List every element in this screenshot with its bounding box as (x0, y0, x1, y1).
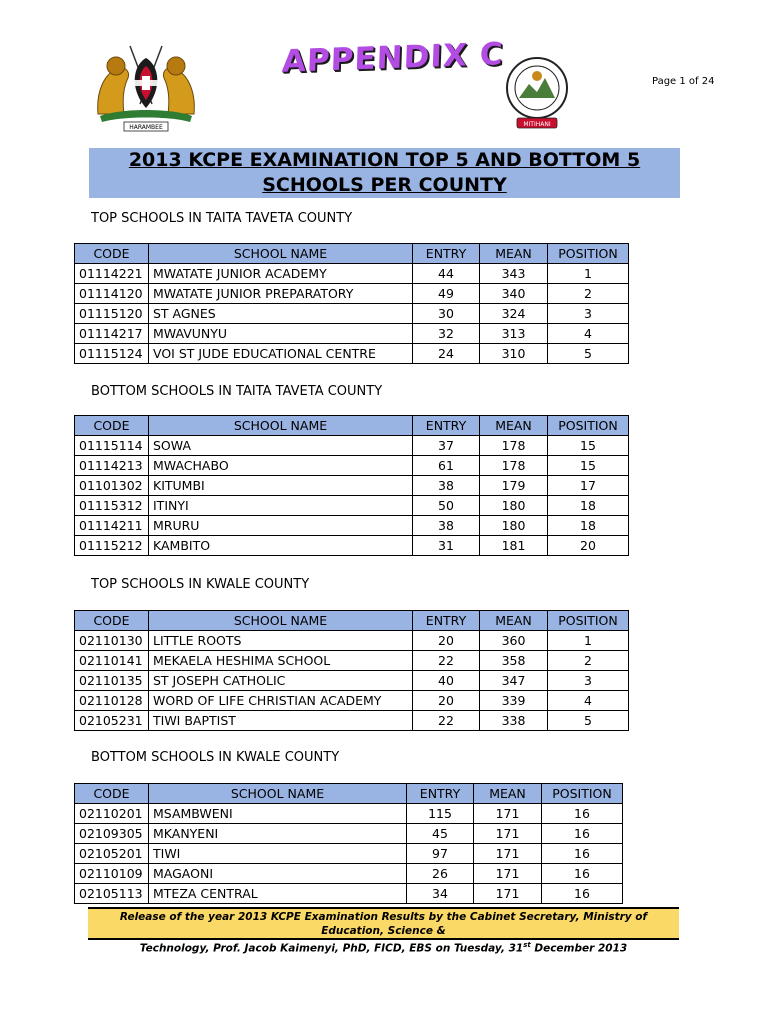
table-row (75, 824, 623, 844)
mean-cell: 313 (480, 324, 548, 344)
results-table (74, 415, 629, 556)
column-header: ENTRY (413, 244, 480, 264)
table-header-row (75, 416, 629, 436)
entry-cell: 22 (413, 651, 480, 671)
table-row (75, 344, 629, 364)
school-code-cell: 02105113 (75, 884, 149, 904)
school-name-cell: KITUMBI (149, 476, 413, 496)
entry-cell: 26 (407, 864, 474, 884)
table-row (75, 864, 623, 884)
table-row (75, 476, 629, 496)
table-row (75, 804, 623, 824)
entry-cell: 32 (413, 324, 480, 344)
column-header: CODE (75, 416, 149, 436)
position-cell: 1 (548, 631, 629, 651)
table-header-row (75, 784, 623, 804)
entry-cell: 45 (407, 824, 474, 844)
school-name-cell: TIWI (149, 844, 407, 864)
entry-cell: 30 (413, 304, 480, 324)
column-header: MEAN (474, 784, 542, 804)
school-name-cell: MAGAONI (149, 864, 407, 884)
position-cell: 3 (548, 304, 629, 324)
position-cell: 15 (548, 456, 629, 476)
mean-cell: 179 (480, 476, 548, 496)
appendix-label: APPENDIX C (281, 36, 505, 80)
school-code-cell: 01115124 (75, 344, 149, 364)
column-header: POSITION (548, 244, 629, 264)
mean-cell: 339 (480, 691, 548, 711)
position-cell: 17 (548, 476, 629, 496)
entry-cell: 22 (413, 711, 480, 731)
position-cell: 2 (548, 651, 629, 671)
school-code-cell: 01114213 (75, 456, 149, 476)
section-heading: BOTTOM SCHOOLS IN KWALE COUNTY (91, 750, 340, 765)
title-band (89, 148, 680, 198)
column-header: MEAN (480, 611, 548, 631)
school-name-cell: MWATATE JUNIOR PREPARATORY (149, 284, 413, 304)
position-cell: 4 (548, 324, 629, 344)
mean-cell: 338 (480, 711, 548, 731)
school-name-cell: SOWA (149, 436, 413, 456)
entry-cell: 31 (413, 536, 480, 556)
entry-cell: 61 (413, 456, 480, 476)
position-cell: 20 (548, 536, 629, 556)
entry-cell: 20 (413, 691, 480, 711)
school-code-cell: 02110135 (75, 671, 149, 691)
school-name-cell: MKANYENI (149, 824, 407, 844)
table-row (75, 264, 629, 284)
position-cell: 16 (542, 844, 623, 864)
position-cell: 16 (542, 864, 623, 884)
mean-cell: 347 (480, 671, 548, 691)
entry-cell: 49 (413, 284, 480, 304)
school-code-cell: 02109305 (75, 824, 149, 844)
column-header: SCHOOL NAME (149, 611, 413, 631)
column-header: MEAN (480, 416, 548, 436)
column-header: SCHOOL NAME (149, 416, 413, 436)
mean-cell: 181 (480, 536, 548, 556)
position-cell: 16 (542, 804, 623, 824)
table-row (75, 631, 629, 651)
position-cell: 5 (548, 711, 629, 731)
column-header: POSITION (548, 416, 629, 436)
school-name-cell: MRURU (149, 516, 413, 536)
school-code-cell: 01101302 (75, 476, 149, 496)
mean-cell: 343 (480, 264, 548, 284)
results-table (74, 610, 629, 731)
position-cell: 16 (542, 884, 623, 904)
school-code-cell: 01115120 (75, 304, 149, 324)
table-row (75, 844, 623, 864)
entry-cell: 40 (413, 671, 480, 691)
mean-cell: 178 (480, 456, 548, 476)
kenya-coat-of-arms-emblem (90, 42, 202, 132)
school-name-cell: ST JOSEPH CATHOLIC (149, 671, 413, 691)
column-header: MEAN (480, 244, 548, 264)
section-heading: TOP SCHOOLS IN KWALE COUNTY (91, 577, 310, 592)
table-row (75, 536, 629, 556)
release-footer (88, 907, 679, 955)
page-number: Page 1 of 24 (652, 76, 715, 87)
school-name-cell: MWATATE JUNIOR ACADEMY (149, 264, 413, 284)
school-code-cell: 02105231 (75, 711, 149, 731)
position-cell: 18 (548, 516, 629, 536)
mean-cell: 358 (480, 651, 548, 671)
school-code-cell: 01114221 (75, 264, 149, 284)
entry-cell: 20 (413, 631, 480, 651)
table-row (75, 436, 629, 456)
table-row (75, 884, 623, 904)
position-cell: 15 (548, 436, 629, 456)
entry-cell: 37 (413, 436, 480, 456)
table-row (75, 651, 629, 671)
entry-cell: 34 (407, 884, 474, 904)
school-code-cell: 01115114 (75, 436, 149, 456)
position-cell: 2 (548, 284, 629, 304)
school-name-cell: MWACHABO (149, 456, 413, 476)
page-title-line-2: SCHOOLS PER COUNTY (262, 174, 507, 196)
footer-superscript: st (523, 941, 531, 949)
table-row (75, 324, 629, 344)
column-header: CODE (75, 611, 149, 631)
footer-line-2-date: December 2013 (530, 942, 628, 955)
footer-line-2-text: Technology, Prof. Jacob Kaimenyi, PhD, FICD, EBS on Tuesday, 31 (139, 942, 524, 955)
table-row (75, 711, 629, 731)
position-cell: 5 (548, 344, 629, 364)
column-header: ENTRY (407, 784, 474, 804)
table-row (75, 691, 629, 711)
entry-cell: 115 (407, 804, 474, 824)
results-table (74, 243, 629, 364)
school-name-cell: ST AGNES (149, 304, 413, 324)
school-name-cell: MSAMBWENI (149, 804, 407, 824)
school-code-cell: 02110128 (75, 691, 149, 711)
column-header: CODE (75, 784, 149, 804)
school-code-cell: 02110109 (75, 864, 149, 884)
school-code-cell: 02110130 (75, 631, 149, 651)
column-header: SCHOOL NAME (149, 244, 413, 264)
table-row (75, 456, 629, 476)
entry-cell: 38 (413, 516, 480, 536)
mean-cell: 171 (474, 864, 542, 884)
mean-cell: 340 (480, 284, 548, 304)
entry-cell: 50 (413, 496, 480, 516)
position-cell: 18 (548, 496, 629, 516)
school-name-cell: TIWI BAPTIST (149, 711, 413, 731)
entry-cell: 97 (407, 844, 474, 864)
school-name-cell: VOI ST JUDE EDUCATIONAL CENTRE (149, 344, 413, 364)
column-header: ENTRY (413, 611, 480, 631)
school-code-cell: 02110141 (75, 651, 149, 671)
school-code-cell: 01115212 (75, 536, 149, 556)
entry-cell: 38 (413, 476, 480, 496)
table-row (75, 496, 629, 516)
coat-motto: HARAMBEE (129, 124, 163, 131)
school-code-cell: 01115312 (75, 496, 149, 516)
school-name-cell: MTEZA CENTRAL (149, 884, 407, 904)
school-code-cell: 02105201 (75, 844, 149, 864)
mean-cell: 171 (474, 884, 542, 904)
school-name-cell: WORD OF LIFE CHRISTIAN ACADEMY (149, 691, 413, 711)
position-cell: 1 (548, 264, 629, 284)
footer-line-2 (88, 938, 679, 956)
school-code-cell: 01114211 (75, 516, 149, 536)
knec-seal-emblem (503, 56, 571, 132)
seal-ribbon-text: MITIHANI (523, 121, 551, 128)
school-code-cell: 01114120 (75, 284, 149, 304)
column-header: ENTRY (413, 416, 480, 436)
table-row (75, 516, 629, 536)
position-cell: 16 (542, 824, 623, 844)
mean-cell: 171 (474, 824, 542, 844)
mean-cell: 360 (480, 631, 548, 651)
school-name-cell: KAMBITO (149, 536, 413, 556)
table-row (75, 304, 629, 324)
table-header-row (75, 244, 629, 264)
column-header: POSITION (542, 784, 623, 804)
school-name-cell: ITINYI (149, 496, 413, 516)
mean-cell: 180 (480, 516, 548, 536)
position-cell: 3 (548, 671, 629, 691)
school-code-cell: 02110201 (75, 804, 149, 824)
school-code-cell: 01114217 (75, 324, 149, 344)
table-row (75, 284, 629, 304)
footer-line-1: Release of the year 2013 KCPE Examination Results by the Cabinet Secretary, Ministry of Education, Science & (119, 911, 648, 937)
table-row (75, 671, 629, 691)
column-header: CODE (75, 244, 149, 264)
mean-cell: 180 (480, 496, 548, 516)
mean-cell: 324 (480, 304, 548, 324)
column-header: SCHOOL NAME (149, 784, 407, 804)
section-heading: TOP SCHOOLS IN TAITA TAVETA COUNTY (91, 211, 353, 226)
mean-cell: 171 (474, 844, 542, 864)
school-name-cell: LITTLE ROOTS (149, 631, 413, 651)
mean-cell: 310 (480, 344, 548, 364)
section-heading: BOTTOM SCHOOLS IN TAITA TAVETA COUNTY (91, 384, 383, 399)
page-title-line-1: 2013 KCPE EXAMINATION TOP 5 AND BOTTOM 5 (128, 149, 641, 171)
table-header-row (75, 611, 629, 631)
mean-cell: 178 (480, 436, 548, 456)
mean-cell: 171 (474, 804, 542, 824)
column-header: POSITION (548, 611, 629, 631)
results-table (74, 783, 623, 904)
entry-cell: 24 (413, 344, 480, 364)
entry-cell: 44 (413, 264, 480, 284)
position-cell: 4 (548, 691, 629, 711)
school-name-cell: MWAVUNYU (149, 324, 413, 344)
school-name-cell: MEKAELA HESHIMA SCHOOL (149, 651, 413, 671)
